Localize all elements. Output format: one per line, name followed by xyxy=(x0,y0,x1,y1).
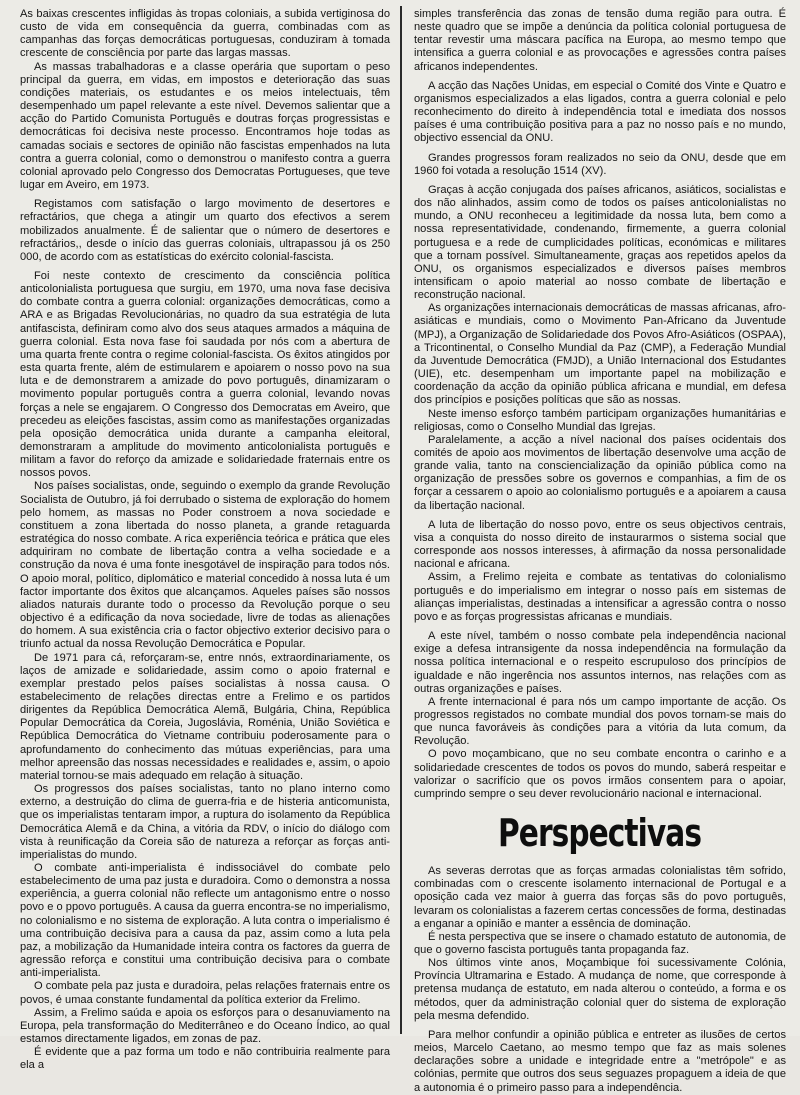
paragraph: Foi neste contexto de crescimento da consciência política anticolonialista portuguesa que surgiu, em 1970, uma nova fase decisiva do combate contra a guerra colonial: organizações democráticas, como a ARA e as Brigadas Revolucionárias, no quadro da sua estratégia de luta antifascista, definiram como alvo dos seus ataques armados a máquina de guerra colonial. Esta nova fase foi saudada por nós com a abertura de uma quarta frente contra o regime colonial-fascista. Os êxitos atingidos por esta quarta frente, além de estimularem e apoiarem o nosso povo na sua luta e de demonstrarem a amizade do povo português, dinamizaram o movimento popular português contra a guerra colonial, levando novas forças a nele se engajarem. O Congresso dos Democratas em Aveiro, que precedeu as eleições fascistas, assim como as manifestações organizadas pela oposição democrática unida durante a campanha eleitoral, demonstraram a amplitude do movimento anticolonialista português e militam a favor do reforço da amizade e solidariedade fraternais entre os nossos povos. xyxy=(20,269,390,480)
paragraph: Assim, a Frelimo saúda e apoia os esforços para o desanuviamento na Europa, pela transformação do Mediterrâneo e do Oceano Índico, ao qual estamos directamente ligados, em zonas de paz. xyxy=(20,1006,390,1046)
paragraph: De 1971 para cá, reforçaram-se, entre nnós, extraordinariamente, os laços de amizade e solidariedade, assim como o apoio fraternal e exemplar prestado pelos países socialistas à nossa causa. O estabelecimento de relações directas entre a Frelimo e os partidos dirigentes da República Democrática Alemã, Bulgária, China, República Popular Democrática da Coreia, Jugoslávia, Roménia, União Soviética e República Democrática do Vietname contribuiu poderosamente para o aprofundamento do conhecimento das mútuas experiências, para uma melhor apreensão das nossas necessidades e realidades e, assim, o apoio material tornou-se mais adequado em relação à situação. xyxy=(20,651,391,782)
column-divider xyxy=(400,6,402,1034)
paragraph: É nesta perspectiva que se insere o chamado estatuto de autonomia, de que o governo fascista português tanta propaganda faz. xyxy=(414,930,786,956)
paragraph: O combate anti-imperialista é indissociável do combate pelo estabelecimento de uma paz justa e duradoira. Como o demonstra a nossa experiência, a guerra colonial não reflecte um antagonismo entre o nosso povo e o ppovo português. A causa da guerra encontra-se no imperialismo, no colonialismo e no sistema de exploração. A luta contra o imperialismo é uma contribuição decisiva para a causa da paz, assim como a luta pela paz, a mobilização da Humanidade inteira contra os factores da guerra de agressão reforça e constitui uma contribuição decisiva para o combate anti-imperialista. xyxy=(20,862,391,980)
paragraph: Registamos com satisfação o largo movimento de desertores e refractários, que chega a atingir um quarto dos efectivos a serem mobilizados anualmente. É de salientar que o número de desertores e refractários,, desde o início das guerras coloniais, ultrapassou já os 250 000, de acordo com as estatísticas do exército colonial-fascista. xyxy=(20,198,390,263)
paragraph: Assim, a Frelimo rejeita e combate as tentativas do colonialismo português e do imperialismo em integrar o nosso país em sistemas de alianças imperialistas, destinadas a intensificar a agressão contra o nosso povo e as forças progressistas africanas e mundiais. xyxy=(414,571,786,623)
paragraph: É evidente que a paz forma um todo e não contribuiria realmente para ela a xyxy=(20,1046,390,1072)
paragraph: Nos países socialistas, onde, seguindo o exemplo da grande Revolução Socialista de Outubro, já foi derrubado o sistema de exploração do homem pelo homem, as massas no Poder constroem a nova sociedade e constituem a zona libertada do nosso planeta, a grande retaguarda estratégica do nosso combate. A rica experiência teórica e prática que eles adquiriram no combate de libertação contra a velha sociedade e a construção da nova é uma fonte inesgotável de inspiração para todos nós. O apoio moral, político, diplomático e material concedido à nossa luta é um factor importante dos êxitos que alcançamos. Aqueles países são nossos aliados naturais durante todo o processo da Revolução porque o seu objectivo é a edificação da nova sociedade, livre de todas as alienações do homem. A sua existência cria o factor objectivo exterior decisivo para o triunfo actual da nossa Revolução Democrática e Popular. xyxy=(20,480,390,651)
paragraph: As baixas crescentes infligidas às tropas coloniais, a subida vertiginosa do custo de vida em consequência da guerra, combinadas com as campanhas das forças democráticas portuguesas, conduziram à tomada crescente de consciência por parte das largas massas. xyxy=(20,8,390,60)
paragraph: Paralelamente, a acção a nível nacional dos países ocidentais dos comités de apoio aos movimentos de libertação desenvolve uma acção de grande valia, tanto na consciencialização da opinião pública como na organização de pressões sobre os governos e companhias, a fim de os forçar a cessarem o apoio ao colonialismo português e a apoiarem a causa da libertação nacional. xyxy=(414,433,786,512)
paragraph: A frente internacional é para nós um campo importante de acção. Os progressos registados no combate mundial dos povos tornam-se mais do que nunca favoráveis às condições para a vitória da luta comum, da Revolução. xyxy=(414,695,786,748)
paragraph: Nos últimos vinte anos, Moçambique foi sucessivamente Colónia, Província Ultramarina e Estado. A mudança de nome, que corresponde à pretensa mudança de estatuto, em nada alterou o conteúdo, a forma e os métodos, quer da administração colonial quer do sistema de exploração pela mesma defendido. xyxy=(414,957,786,1022)
paragraph: Graças à acção conjugada dos países africanos, asiáticos, socialistas e dos não alinhados, assim como de todos os países anticolonialistas no mundo, a ONU reconheceu a legitimidade da nossa luta, bem como a nossa representatividade, condenando, firmemente, a guerra colonial portuguesa e a rede de cumplicidades políticas, económicas e militares que a tornam possível. Simultaneamente, graças aos repetidos apelos da ONU, os organismos especializados e diversos países membros intensificam o apoio material ao nosso combate de libertação e reconstrução nacional. xyxy=(414,183,786,302)
paragraph: Para melhor confundir a opinião pública e entreter as ilusões de certos meios, Marcelo Caetano, ao mesmo tempo que faz as mais solenes declarações sobre a unidade e integridade entre a "metrópole" e as colónias, permite que outros dos seus seguazes propaguem a ideia de que a autonomia é o primeiro passo para a independência. xyxy=(414,1028,786,1094)
left-column xyxy=(20,8,391,1072)
paragraph: simples transferência das zonas de tensão duma região para outra. É neste quadro que se impõe a denúncia da política colonial portuguesa de tentar revestir uma máscara pacífica na Europa, ao mesmo tempo que intensifica a guerra colonial e as provocações e agressões contra países africanos independentes. xyxy=(414,8,786,73)
paragraph: As severas derrotas que as forças armadas colonialistas têm sofrido, combinadas com o crescente isolamento internacional de Portugal e a oposição cada vez maior à guerra das forças sãs do povo português, levaram os colonialistas a fazerem certas concessões de forma, destinadas a enganar a opinião e manter a essência de dominação. xyxy=(414,865,786,930)
paragraph: A este nível, também o nosso combate pela independência nacional exige a defesa intransigente da nossa independência na formulação da nossa política internacional e o respeito escrupuloso dos princípios de igualdade e não ingerência nos assuntos internos, nas relações com as outras organizações e países. xyxy=(414,630,786,695)
paragraph: A luta de libertação do nosso povo, entre os seus objectivos centrais, visa a conquista do nosso direito de instaurarmos o sistema social que corresponde aos nossos interesses, à afirmação da nossa personalidade nacional e africana. xyxy=(414,518,786,571)
paragraph: A acção das Nações Unidas, em especial o Comité dos Vinte e Quatro e organismos especializados a elas ligados, contra a guerra colonial e pelo reconhecimento do direito à independência total e imediata dos nossos países é uma contribuição positiva para a paz no nosso país e no mundo, objectivo essencial da ONU. xyxy=(414,79,786,145)
paragraph: As massas trabalhadoras e a classe operária que suportam o peso principal da guerra, em vidas, em impostos e deterioração das suas condições materiais, os estudantes e os meios intelectuais, têm desempenhado um papel relevante a este nível. Devemos salientar que a acção do Partido Comunista Português e doutras forças progressistas e democráticas foi decisiva neste processo. Encontramos hoje todas as camadas sociais e sectores de opinião não fascistas empenhados na luta contra a guerra colonial, como o demonstrou o manifesto contra a guerra colonial aprovado pelo Congresso dos Democratas Portugueses, que teve lugar em Aveiro, em 1973. xyxy=(20,60,390,192)
right-column xyxy=(414,8,786,1094)
paragraph: As organizações internacionais democráticas de massas africanas, afro-asiáticas e mundiais, como o Movimento Pan-Africano da Juventude (MPJ), a Organização de Solidariedade dos Povos Afro-Asiáticos (OSPAA), a Tricontinental, o Conselho Mundial da Paz (CMP), a Federação Mundial da Juventude Democrática (FMJD), a União Internacional dos Estudantes (UIE), etc. desempenham um importante papel na mobilização e coordenação da acção da opinião pública africana e mundial, em defesa dos princípios e posições políticas que são as nossas. xyxy=(414,302,786,407)
paragraph: Os progressos dos países socialistas, tanto no plano interno como externo, a destruição do clima de guerra-fria e de histeria anticomunista, que os imperialistas tentaram impor, a ruptura do isolamento da República Democrática Alemã e da China, a vitória da RDV, o início do diálogo com vista à reunificação da Coreia são de natureza a reforçar as forças anti-imperialistas do mundo. xyxy=(20,783,390,861)
paragraph: Neste imenso esforço também participam organizações humanitárias e religiosas, como o Conselho Mundial das Igrejas. xyxy=(414,407,786,433)
paragraph: O povo moçambicano, que no seu combate encontra o carinho e a solidariedade crescentes de todos os povos do mundo, saberá respeitar e valorizar o sacrifício que os povos irmãos consentem para o apoiar, cumprindo sempre o seu dever revolucionário nacional e internacional. xyxy=(414,748,786,800)
section-heading: Perspectivas xyxy=(498,811,702,856)
paragraph: Grandes progressos foram realizados no seio da ONU, desde que em 1960 foi votada a resolução 1514 (XV). xyxy=(414,151,786,177)
paragraph: O combate pela paz justa e duradoira, pelas relações fraternais entre os povos, é umaa constante fundamental da política exterior da Frelimo. xyxy=(20,980,390,1006)
